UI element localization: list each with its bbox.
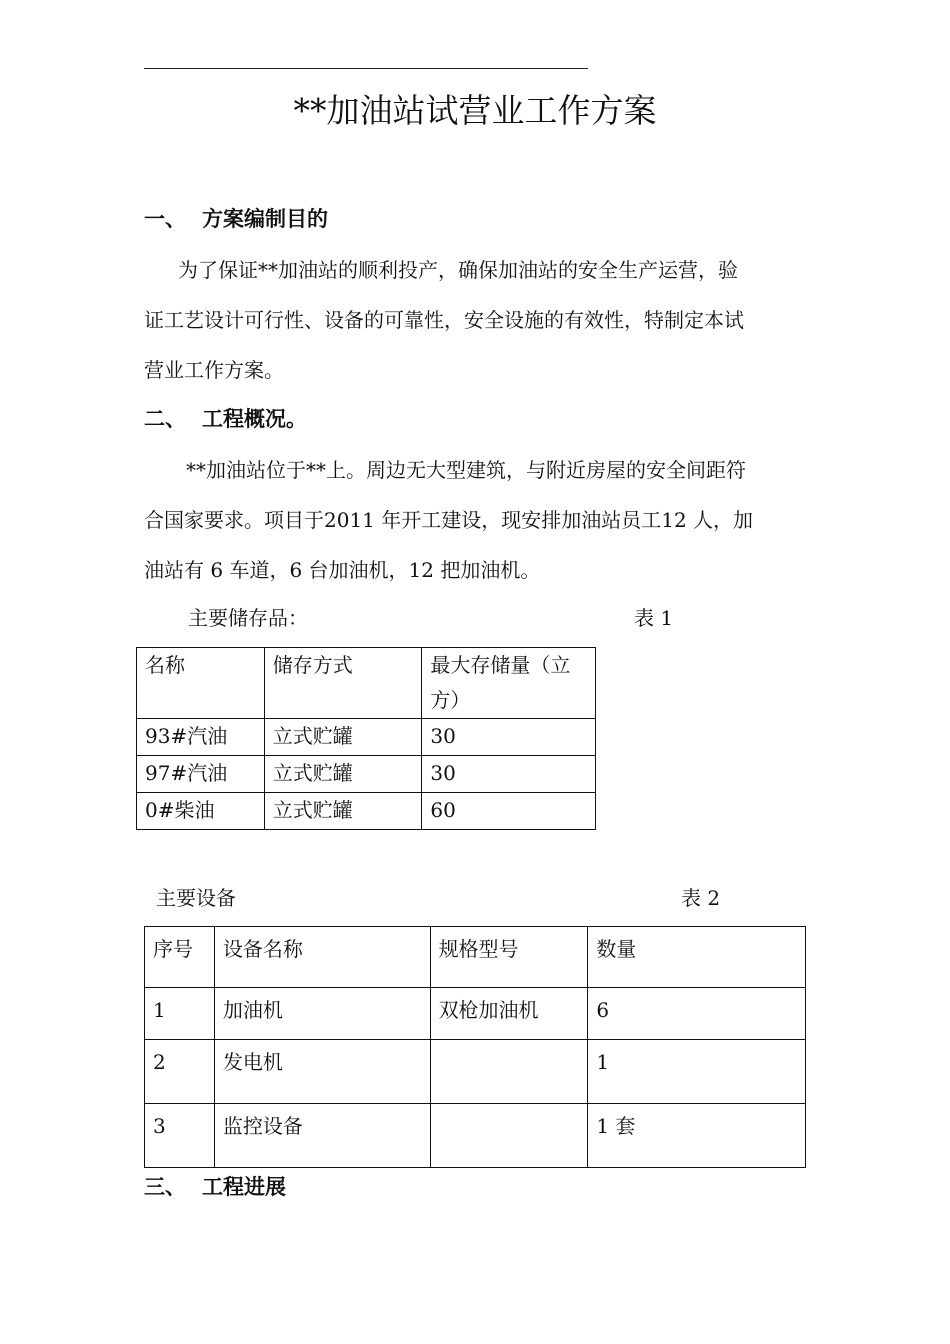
table-header-cell: 数量 xyxy=(588,927,806,988)
table-row xyxy=(145,988,806,1040)
table-header-cell: 序号 xyxy=(145,927,215,988)
header-line: 最大存储量（立 xyxy=(430,653,571,677)
table-cell: 1 xyxy=(145,988,215,1040)
table-header-cell: 设备名称 xyxy=(214,927,430,988)
header-line: 方） xyxy=(430,688,471,712)
section-number: 二、 xyxy=(144,407,186,431)
table-cell: 3 xyxy=(145,1104,215,1168)
section-title: 工程进展 xyxy=(202,1175,286,1199)
table-cell: 发电机 xyxy=(214,1040,430,1104)
table-row xyxy=(137,756,596,793)
table-header-row xyxy=(145,927,806,988)
table-cell: 0#柴油 xyxy=(137,793,265,830)
purpose-paragraph xyxy=(144,245,824,395)
table-header-cell: 名称 xyxy=(137,648,265,719)
table-cell: 监控设备 xyxy=(214,1104,430,1168)
table-cell: 1 套 xyxy=(588,1104,806,1168)
table2-label: 表 2 xyxy=(681,886,721,910)
storage-table xyxy=(136,647,596,830)
overview-paragraph xyxy=(144,445,824,595)
table-cell: 60 xyxy=(422,793,596,830)
table-header-cell xyxy=(422,648,596,719)
paragraph-line: 证工艺设计可行性、设备的可靠性，安全设施的有效性，特制定本试 xyxy=(144,308,744,332)
table-cell: 双枪加油机 xyxy=(430,988,588,1040)
paragraph-line: 营业工作方案。 xyxy=(144,358,284,382)
table-cell: 2 xyxy=(145,1040,215,1104)
table-row xyxy=(145,1104,806,1168)
table-cell xyxy=(430,1104,588,1168)
table-row xyxy=(137,719,596,756)
equipment-table xyxy=(144,926,806,1168)
table-row xyxy=(145,1040,806,1104)
table-cell: 6 xyxy=(588,988,806,1040)
table-cell: 30 xyxy=(422,719,596,756)
header-rule xyxy=(144,68,588,69)
table-cell xyxy=(430,1040,588,1104)
section-heading-progress xyxy=(144,1172,286,1202)
paragraph-line: 合国家要求。项目于2011 年开工建设，现安排加油站员工12 人，加 xyxy=(144,508,754,532)
paragraph-line: 为了保证**加油站的顺利投产，确保加油站的安全生产运营，验 xyxy=(178,258,738,282)
section-heading-overview xyxy=(144,404,307,434)
table2-caption: 主要设备 xyxy=(156,886,236,910)
paragraph-line: 油站有 6 车道，6 台加油机，12 把加油机。 xyxy=(144,558,541,582)
table1-caption: 主要储存品： xyxy=(188,606,308,630)
table-cell: 93#汽油 xyxy=(137,719,265,756)
table1-label: 表 1 xyxy=(634,606,674,630)
paragraph-line: **加油站位于**上。周边无大型建筑，与附近房屋的安全间距符 xyxy=(186,458,746,482)
document-title: **加油站试营业工作方案 xyxy=(293,91,657,130)
table-row xyxy=(137,793,596,830)
table-cell: 30 xyxy=(422,756,596,793)
table-cell: 加油机 xyxy=(214,988,430,1040)
table-header-row xyxy=(137,648,596,719)
section-heading-purpose xyxy=(144,204,328,234)
table-cell: 立式贮罐 xyxy=(264,719,422,756)
table-cell: 立式贮罐 xyxy=(264,793,422,830)
table-cell: 1 xyxy=(588,1040,806,1104)
table-cell: 97#汽油 xyxy=(137,756,265,793)
table-header-cell: 储存方式 xyxy=(264,648,422,719)
section-title: 工程概况。 xyxy=(202,407,307,431)
section-number: 三、 xyxy=(144,1175,186,1199)
section-title: 方案编制目的 xyxy=(202,207,328,231)
table-header-cell: 规格型号 xyxy=(430,927,588,988)
section-number: 一、 xyxy=(144,207,186,231)
table-cell: 立式贮罐 xyxy=(264,756,422,793)
